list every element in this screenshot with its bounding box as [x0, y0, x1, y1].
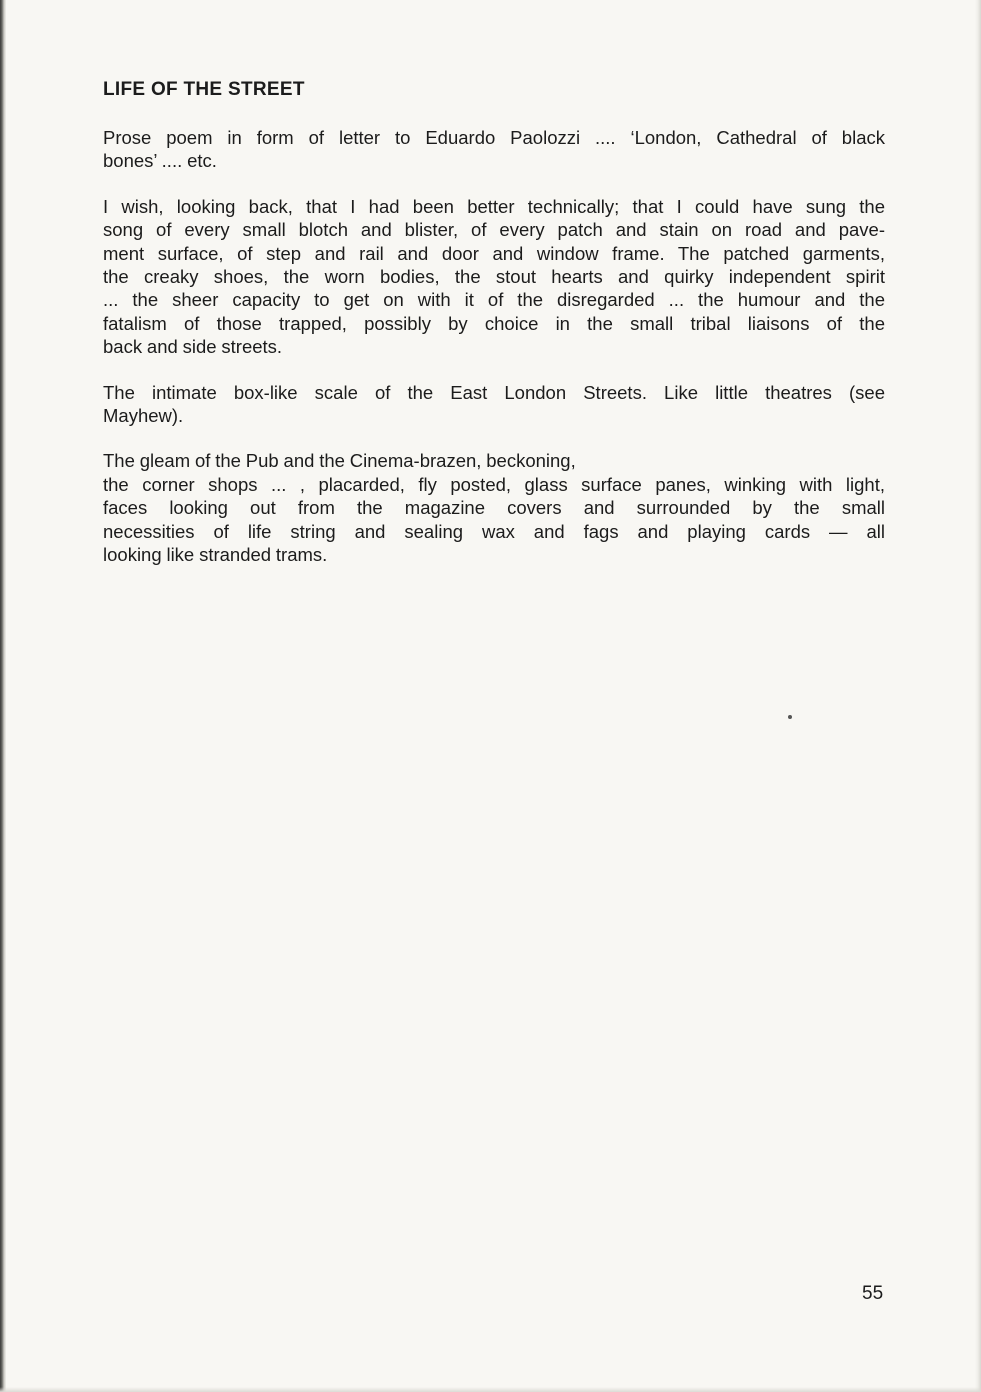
- paragraph-3-line-1: The intimate box-like scale of the East London Streets. Like little theatres (see: [103, 381, 885, 403]
- paragraph-2: [103, 195, 885, 359]
- paragraph-4: [103, 449, 885, 566]
- page-number: 55: [862, 1283, 884, 1304]
- paragraph-4-line-2: the corner shops ... , placarded, fly posted, glass surface panes, winking with light,: [103, 473, 885, 495]
- paragraph-4-line-1: The gleam of the Pub and the Cinema-brazen, beckoning,: [103, 450, 576, 472]
- paragraph-2-line-3: ment surface, of step and rail and door and window frame. The patched garments,: [103, 242, 885, 264]
- print-speck: [788, 715, 792, 719]
- page-bottom-edge: [0, 1387, 981, 1392]
- paragraph-4-line-3: faces looking out from the magazine covers and surrounded by the small: [103, 497, 885, 519]
- paragraph-2-line-4: the creaky shoes, the worn bodies, the stout hearts and quirky independent spirit: [103, 266, 885, 288]
- paragraph-4-line-4: necessities of life string and sealing wax and fags and playing cards — all: [103, 520, 885, 542]
- page-right-edge: [975, 0, 981, 1392]
- paragraph-2-line-6: fatalism of those trapped, possibly by choice in the small tribal liaisons of the: [103, 312, 885, 334]
- paragraph-3: [103, 381, 885, 428]
- section-heading: LIFE OF THE STREET: [103, 79, 305, 100]
- paragraph-3-line-2: Mayhew).: [103, 405, 184, 427]
- page-spine-edge: [0, 0, 6, 1392]
- paragraph-2-line-2: song of every small blotch and blister, of every patch and stain on road and pave-: [103, 219, 885, 241]
- page-content: [103, 78, 885, 589]
- paragraph-1: [103, 126, 885, 173]
- paragraph-1-line-1: Prose poem in form of letter to Eduardo Paolozzi .... ‘London, Cathedral of black: [103, 127, 885, 148]
- paragraph-4-line-5: looking like stranded trams.: [103, 544, 328, 566]
- paragraph-2-line-7: back and side streets.: [103, 336, 283, 358]
- paragraph-1-line-2: bones’ .... etc.: [103, 150, 217, 172]
- paragraph-2-line-1: I wish, looking back, that I had been better technically; that I could have sung the: [103, 195, 885, 217]
- paragraph-2-line-5: ... the sheer capacity to get on with it of the disregarded ... the humour and the: [103, 289, 885, 311]
